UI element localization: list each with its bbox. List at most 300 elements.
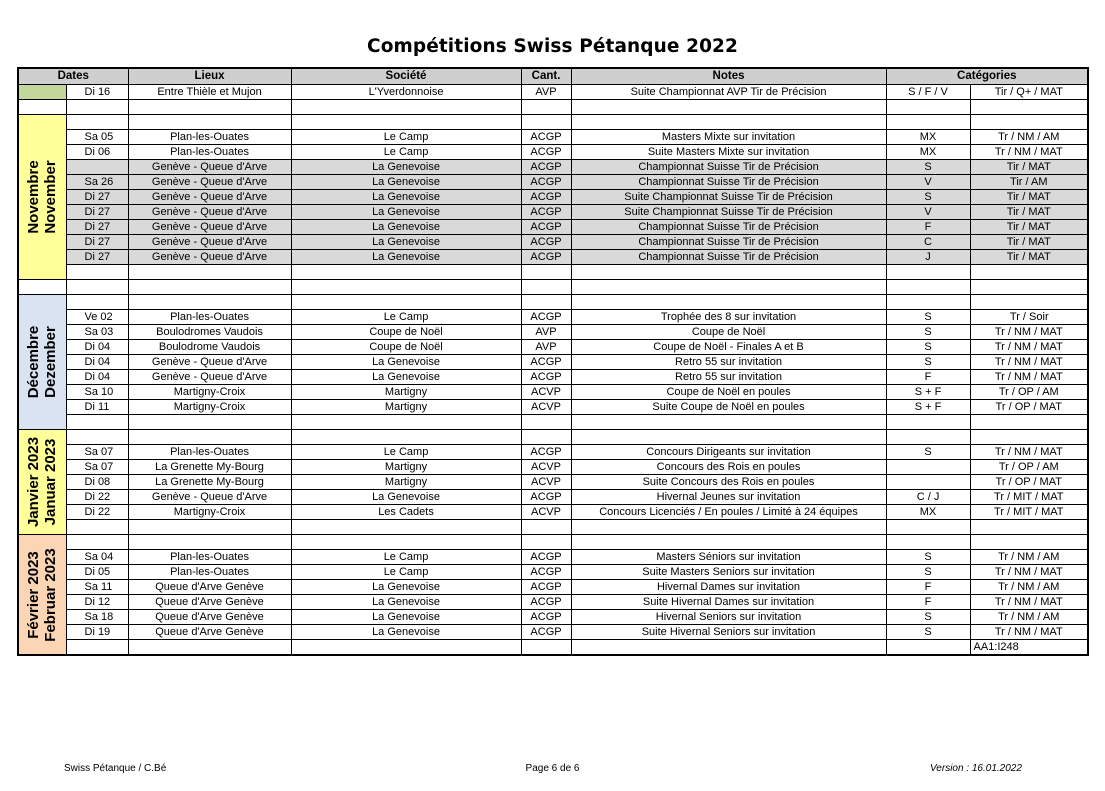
cell-note: Suite Masters Mixte sur invitation <box>571 145 886 160</box>
cell-societe: Martigny <box>291 460 521 475</box>
cell-cant: ACGP <box>521 580 571 595</box>
month-label-november <box>18 115 66 280</box>
cell-lieu: Genève - Queue d'Arve <box>128 235 291 250</box>
empty-cell <box>970 280 1088 295</box>
cell-societe: Le Camp <box>291 565 521 580</box>
cell-societe: Martigny <box>291 400 521 415</box>
table-row <box>18 385 1088 400</box>
empty-cell <box>571 280 886 295</box>
cell-societe: L'Yverdonnoise <box>291 85 521 100</box>
cell-societe: La Genevoise <box>291 625 521 640</box>
empty-cell <box>970 265 1088 280</box>
footer-page-number: Page 6 de 6 <box>525 763 580 774</box>
cell-societe: Le Camp <box>291 130 521 145</box>
table-row <box>18 595 1088 610</box>
empty-cell <box>886 265 970 280</box>
cell-lieu: Plan-les-Ouates <box>128 130 291 145</box>
table-row <box>18 625 1088 640</box>
empty-cell <box>970 115 1088 130</box>
month-label-text <box>25 437 59 527</box>
cell-note: Championnat Suisse Tir de Précision <box>571 160 886 175</box>
empty-cell <box>18 100 66 115</box>
cell-cat2: Tir / MAT <box>970 160 1088 175</box>
cell-cat2: Tir / MAT <box>970 190 1088 205</box>
cell-note: Suite Coupe de Noël en poules <box>571 400 886 415</box>
table-row <box>18 175 1088 190</box>
table-row <box>18 160 1088 175</box>
empty-cell <box>66 295 128 310</box>
cell-note: Concours Licenciés / En poules / Limité à 24 équipes <box>571 505 886 520</box>
cell-cant: ACVP <box>521 505 571 520</box>
empty-cell <box>571 100 886 115</box>
cell-societe: La Genevoise <box>291 250 521 265</box>
header-societe: Société <box>291 68 521 85</box>
cell-lieu: Martigny-Croix <box>128 400 291 415</box>
cell-note: Championnat Suisse Tir de Précision <box>571 235 886 250</box>
cell-date: Di 12 <box>66 595 128 610</box>
table-row <box>18 145 1088 160</box>
cell-note: Masters Séniors sur invitation <box>571 550 886 565</box>
empty-cell <box>571 115 886 130</box>
cell-lieu: La Grenette My-Bourg <box>128 475 291 490</box>
cell-cat2: Tr / NM / MAT <box>970 340 1088 355</box>
cell-cant: ACVP <box>521 385 571 400</box>
cell-note: Coupe de Noël en poules <box>571 385 886 400</box>
cell-societe: La Genevoise <box>291 220 521 235</box>
cell-cat2: Tir / AM <box>970 175 1088 190</box>
month-label-text: Dezember <box>42 326 60 398</box>
cell-date: Sa 03 <box>66 325 128 340</box>
cell-societe: La Genevoise <box>291 370 521 385</box>
cell-cat1: F <box>886 580 970 595</box>
cell-cat1: S + F <box>886 400 970 415</box>
empty-cell <box>521 115 571 130</box>
empty-cell <box>886 535 970 550</box>
table-row <box>18 610 1088 625</box>
cell-note: Suite Concours des Rois en poules <box>571 475 886 490</box>
cell-cat2: Tir / MAT <box>970 205 1088 220</box>
month-label-text: Februar 2023 <box>42 547 60 642</box>
empty-cell <box>18 280 66 295</box>
cell-cat2: Tir / MAT <box>970 250 1088 265</box>
cell-cant: AVP <box>521 85 571 100</box>
cell-note: Suite Hivernal Seniors sur invitation <box>571 625 886 640</box>
empty-cell <box>970 520 1088 535</box>
cell-lieu: Genève - Queue d'Arve <box>128 175 291 190</box>
cell-cant: ACGP <box>521 235 571 250</box>
empty-cell <box>291 520 521 535</box>
cell-date: Di 27 <box>66 220 128 235</box>
cell-cat1: S <box>886 625 970 640</box>
empty-cell <box>571 520 886 535</box>
cell-note: Suite Championnat Suisse Tir de Précision <box>571 205 886 220</box>
cell-lieu: Plan-les-Ouates <box>128 550 291 565</box>
cell-societe: La Genevoise <box>291 595 521 610</box>
empty-cell <box>970 430 1088 445</box>
cell-note: Retro 55 sur invitation <box>571 355 886 370</box>
cell-lieu: Genève - Queue d'Arve <box>128 220 291 235</box>
cell-cat1: S / F / V <box>886 85 970 100</box>
month-label-february <box>18 535 66 656</box>
cell-cant: ACGP <box>521 445 571 460</box>
cell-date: Sa 05 <box>66 130 128 145</box>
empty-cell <box>970 535 1088 550</box>
spacer-row <box>18 295 1088 310</box>
cell-date: Di 19 <box>66 625 128 640</box>
month-label-text <box>25 326 59 399</box>
cell-cat2: Tr / NM / AM <box>970 550 1088 565</box>
month-label-text: Novembre <box>25 160 43 234</box>
cell-cat2: Tr / OP / MAT <box>970 400 1088 415</box>
cell-lieu: Genève - Queue d'Arve <box>128 355 291 370</box>
header-notes: Notes <box>571 68 886 85</box>
empty-cell <box>128 430 291 445</box>
cell-reference: AA1:I248 <box>970 640 1088 656</box>
cell-cat2: Tr / NM / AM <box>970 610 1088 625</box>
cell-cat1: S <box>886 610 970 625</box>
cell-cant: ACGP <box>521 490 571 505</box>
cell-societe: Le Camp <box>291 445 521 460</box>
cell-societe: La Genevoise <box>291 175 521 190</box>
cell-cat2: Tr / NM / MAT <box>970 370 1088 385</box>
empty-cell <box>571 430 886 445</box>
cell-cat1 <box>886 475 970 490</box>
empty-cell <box>970 415 1088 430</box>
cell-date: Sa 04 <box>66 550 128 565</box>
cell-cat2: Tr / OP / AM <box>970 460 1088 475</box>
cell-note: Championnat Suisse Tir de Précision <box>571 250 886 265</box>
empty-cell <box>291 430 521 445</box>
cell-cant: ACGP <box>521 550 571 565</box>
table-row <box>18 475 1088 490</box>
table-row <box>18 85 1088 100</box>
cell-lieu: Plan-les-Ouates <box>128 565 291 580</box>
empty-cell <box>66 265 128 280</box>
cell-cat1: F <box>886 370 970 385</box>
cell-cat1: J <box>886 250 970 265</box>
empty-cell <box>128 520 291 535</box>
cell-societe: Coupe de Noël <box>291 325 521 340</box>
cell-cat2: Tr / NM / MAT <box>970 325 1088 340</box>
cell-cat2: Tr / OP / AM <box>970 385 1088 400</box>
cell-cant: AVP <box>521 325 571 340</box>
cell-cant: ACGP <box>521 190 571 205</box>
spacer-row <box>18 415 1088 430</box>
cell-societe: Martigny <box>291 475 521 490</box>
cell-cat2: Tr / MIT / MAT <box>970 505 1088 520</box>
cell-date: Sa 26 <box>66 175 128 190</box>
cell-societe: La Genevoise <box>291 205 521 220</box>
cell-cat2: Tr / NM / MAT <box>970 565 1088 580</box>
table-row <box>18 505 1088 520</box>
cell-note: Coupe de Noël <box>571 325 886 340</box>
table-row <box>18 130 1088 145</box>
empty-cell <box>291 415 521 430</box>
table-row <box>18 490 1088 505</box>
empty-cell <box>886 100 970 115</box>
empty-cell <box>66 115 128 130</box>
cell-cat2: Tr / OP / MAT <box>970 475 1088 490</box>
cell-date: Sa 07 <box>66 445 128 460</box>
empty-cell <box>521 430 571 445</box>
empty-cell <box>521 265 571 280</box>
cell-cant: ACVP <box>521 400 571 415</box>
empty-cell <box>521 295 571 310</box>
cell-societe: La Genevoise <box>291 490 521 505</box>
cell-societe: La Genevoise <box>291 235 521 250</box>
cell-cant: ACGP <box>521 160 571 175</box>
cell-societe: Le Camp <box>291 550 521 565</box>
header-categories: Catégories <box>886 68 1088 85</box>
cell-cat2: Tr / MIT / MAT <box>970 490 1088 505</box>
cell-cat1: S <box>886 325 970 340</box>
empty-cell <box>66 535 128 550</box>
month-label-text: Januar 2023 <box>42 438 60 526</box>
table-row <box>18 355 1088 370</box>
cell-cat1: S <box>886 565 970 580</box>
cell-date: Di 27 <box>66 205 128 220</box>
empty-cell <box>128 280 291 295</box>
cell-cant: ACGP <box>521 565 571 580</box>
cell-cat1: F <box>886 220 970 235</box>
table-row <box>18 220 1088 235</box>
cell-note: Championnat Suisse Tir de Précision <box>571 175 886 190</box>
empty-cell <box>886 430 970 445</box>
cell-date: Sa 07 <box>66 460 128 475</box>
cell-cant: ACGP <box>521 625 571 640</box>
empty-cell <box>128 640 291 656</box>
cell-cat2: Tr / Soir <box>970 310 1088 325</box>
cell-cat1: MX <box>886 130 970 145</box>
empty-cell <box>128 100 291 115</box>
empty-cell <box>66 640 128 656</box>
empty-cell <box>291 115 521 130</box>
month-cell-october <box>18 85 66 100</box>
cell-lieu: Entre Thièle et Mujon <box>128 85 291 100</box>
cell-lieu: Boulodromes Vaudois <box>128 325 291 340</box>
month-label-text: November <box>42 160 60 234</box>
spacer-row <box>18 265 1088 280</box>
cell-cat1: V <box>886 205 970 220</box>
cell-date: Di 16 <box>66 85 128 100</box>
empty-cell <box>886 640 970 656</box>
empty-cell <box>291 100 521 115</box>
cell-cat1: S <box>886 190 970 205</box>
cell-cat1: S <box>886 550 970 565</box>
cell-lieu: Genève - Queue d'Arve <box>128 250 291 265</box>
empty-cell <box>571 295 886 310</box>
cell-cant: AVP <box>521 340 571 355</box>
month-label-december <box>18 295 66 430</box>
cell-cant: ACVP <box>521 460 571 475</box>
competitions-table <box>17 67 1089 656</box>
page-title: Compétitions Swiss Pétanque 2022 <box>367 36 738 57</box>
cell-cat2: Tr / NM / MAT <box>970 145 1088 160</box>
empty-cell <box>66 430 128 445</box>
table-row <box>18 205 1088 220</box>
spacer-row <box>18 520 1088 535</box>
cell-cat2: Tr / NM / AM <box>970 580 1088 595</box>
table-row <box>18 445 1088 460</box>
empty-cell <box>291 640 521 656</box>
cell-societe: La Genevoise <box>291 160 521 175</box>
table-row <box>18 580 1088 595</box>
empty-cell <box>970 295 1088 310</box>
table-row <box>18 190 1088 205</box>
cell-date: Sa 18 <box>66 610 128 625</box>
cell-cat1: C <box>886 235 970 250</box>
cell-cat1 <box>886 460 970 475</box>
empty-cell <box>128 115 291 130</box>
empty-cell <box>66 415 128 430</box>
cell-cant: ACGP <box>521 145 571 160</box>
cell-lieu: Genève - Queue d'Arve <box>128 190 291 205</box>
table-row <box>18 565 1088 580</box>
cell-societe: Martigny <box>291 385 521 400</box>
month-label-text <box>25 160 59 233</box>
empty-cell <box>970 100 1088 115</box>
cell-note: Suite Championnat AVP Tir de Précision <box>571 85 886 100</box>
table-row <box>18 550 1088 565</box>
cell-note: Hivernal Jeunes sur invitation <box>571 490 886 505</box>
table-row <box>18 370 1088 385</box>
cell-lieu: Boulodrome Vaudois <box>128 340 291 355</box>
cell-cat1: S <box>886 160 970 175</box>
empty-cell <box>66 100 128 115</box>
month-label-text: Janvier 2023 <box>25 436 43 528</box>
cell-note: Championnat Suisse Tir de Précision <box>571 220 886 235</box>
cell-cant: ACGP <box>521 175 571 190</box>
cell-lieu: Genève - Queue d'Arve <box>128 205 291 220</box>
cell-date: Di 08 <box>66 475 128 490</box>
cell-note: Suite Championnat Suisse Tir de Précision <box>571 190 886 205</box>
cell-note: Suite Masters Seniors sur invitation <box>571 565 886 580</box>
footer-version: Version : 16.01.2022 <box>930 763 1022 774</box>
month-label-text: Février 2023 <box>25 550 43 639</box>
cell-societe: Le Camp <box>291 145 521 160</box>
empty-cell <box>128 295 291 310</box>
cell-cat1: F <box>886 595 970 610</box>
cell-cat1: S <box>886 355 970 370</box>
cell-lieu: Genève - Queue d'Arve <box>128 370 291 385</box>
table-row <box>18 400 1088 415</box>
cell-cant: ACGP <box>521 595 571 610</box>
table-row <box>18 340 1088 355</box>
cell-note: Retro 55 sur invitation <box>571 370 886 385</box>
month-label-text: Décembre <box>25 325 43 399</box>
cell-societe: Les Cadets <box>291 505 521 520</box>
table-row <box>18 310 1088 325</box>
cell-note: Coupe de Noël - Finales A et B <box>571 340 886 355</box>
header-dates: Dates <box>18 68 128 85</box>
empty-cell <box>128 415 291 430</box>
cell-cat1: S <box>886 340 970 355</box>
empty-cell <box>291 265 521 280</box>
cell-cat1: C / J <box>886 490 970 505</box>
cell-lieu: Queue d'Arve Genève <box>128 610 291 625</box>
table-row <box>18 460 1088 475</box>
cell-cat2: Tr / NM / MAT <box>970 445 1088 460</box>
spacer-row <box>18 640 1088 656</box>
cell-cat1: MX <box>886 505 970 520</box>
cell-date: Di 06 <box>66 145 128 160</box>
cell-cat2: Tr / NM / AM <box>970 130 1088 145</box>
empty-cell <box>128 265 291 280</box>
cell-lieu: Genève - Queue d'Arve <box>128 490 291 505</box>
cell-lieu: Martigny-Croix <box>128 505 291 520</box>
cell-note: Trophée des 8 sur invitation <box>571 310 886 325</box>
cell-cant: ACVP <box>521 475 571 490</box>
empty-cell <box>886 280 970 295</box>
cell-note: Masters Mixte sur invitation <box>571 130 886 145</box>
cell-note: Suite Hivernal Dames sur invitation <box>571 595 886 610</box>
cell-date: Di 05 <box>66 565 128 580</box>
empty-cell <box>521 100 571 115</box>
empty-cell <box>128 535 291 550</box>
empty-cell <box>571 535 886 550</box>
empty-cell <box>886 415 970 430</box>
empty-cell <box>886 115 970 130</box>
cell-cant: ACGP <box>521 130 571 145</box>
cell-note: Hivernal Seniors sur invitation <box>571 610 886 625</box>
empty-cell <box>571 415 886 430</box>
header-cant: Cant. <box>521 68 571 85</box>
empty-cell <box>521 520 571 535</box>
empty-cell <box>291 280 521 295</box>
footer-author: Swiss Pétanque / C.Bé <box>64 763 167 774</box>
cell-date: Di 04 <box>66 355 128 370</box>
cell-cat1: S + F <box>886 385 970 400</box>
cell-cat1: S <box>886 310 970 325</box>
cell-cat2: Tir / MAT <box>970 235 1088 250</box>
cell-cant: ACGP <box>521 310 571 325</box>
cell-lieu: Plan-les-Ouates <box>128 445 291 460</box>
cell-lieu: Plan-les-Ouates <box>128 310 291 325</box>
cell-note: Hivernal Dames sur invitation <box>571 580 886 595</box>
spacer-row <box>18 535 1088 550</box>
cell-cant: ACGP <box>521 220 571 235</box>
cell-cant: ACGP <box>521 250 571 265</box>
cell-lieu: Plan-les-Ouates <box>128 145 291 160</box>
cell-date: Di 11 <box>66 400 128 415</box>
empty-cell <box>291 535 521 550</box>
cell-cat2: Tr / NM / MAT <box>970 625 1088 640</box>
cell-date: Sa 10 <box>66 385 128 400</box>
cell-cant: ACGP <box>521 355 571 370</box>
cell-date: Di 04 <box>66 370 128 385</box>
empty-cell <box>66 520 128 535</box>
cell-cant: ACGP <box>521 370 571 385</box>
cell-societe: La Genevoise <box>291 355 521 370</box>
cell-date: Sa 11 <box>66 580 128 595</box>
cell-cat1: S <box>886 445 970 460</box>
cell-date: Di 27 <box>66 190 128 205</box>
spacer-row <box>18 115 1088 130</box>
empty-cell <box>571 640 886 656</box>
cell-lieu: Genève - Queue d'Arve <box>128 160 291 175</box>
cell-note: Concours des Rois en poules <box>571 460 886 475</box>
spacer-row <box>18 430 1088 445</box>
header-lieux: Lieux <box>128 68 291 85</box>
cell-date: Di 27 <box>66 235 128 250</box>
cell-lieu: Queue d'Arve Genève <box>128 625 291 640</box>
month-label-january <box>18 430 66 535</box>
spacer-row <box>18 280 1088 295</box>
cell-lieu: Queue d'Arve Genève <box>128 580 291 595</box>
empty-cell <box>66 280 128 295</box>
cell-date: Di 04 <box>66 340 128 355</box>
empty-cell <box>571 265 886 280</box>
